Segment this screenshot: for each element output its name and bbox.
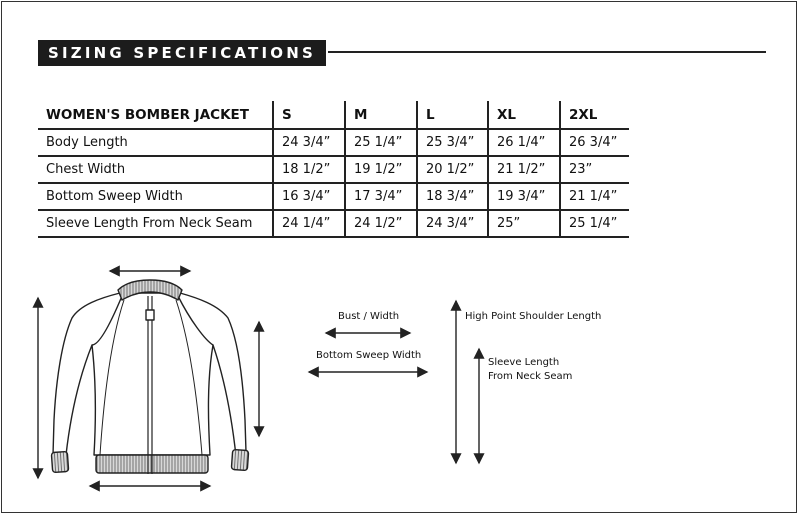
table-cell: 19 3/4” <box>488 183 560 210</box>
column-header-garment: WOMEN'S BOMBER JACKET <box>38 101 273 129</box>
legend-bottom-sweep-width: Bottom Sweep Width <box>316 350 422 361</box>
legend-sleeve-length-line2: From Neck Seam <box>488 371 573 382</box>
column-header-m: M <box>345 101 417 129</box>
table-cell: 23” <box>560 156 629 183</box>
legend-bust-width: Bust / Width <box>338 311 400 322</box>
legend-sleeve-length-line1: Sleeve Length <box>488 357 560 368</box>
table-cell: 18 3/4” <box>417 183 488 210</box>
row-label: Sleeve Length From Neck Seam <box>38 210 273 237</box>
table-cell: 25 1/4” <box>560 210 629 237</box>
row-label: Body Length <box>38 129 273 156</box>
column-header-xl: XL <box>488 101 560 129</box>
legend-high-point-shoulder-length: High Point Shoulder Length <box>465 311 602 322</box>
table-cell: 16 3/4” <box>273 183 345 210</box>
table-cell: 24 3/4” <box>273 129 345 156</box>
table-cell: 25” <box>488 210 560 237</box>
column-header-l: L <box>417 101 488 129</box>
row-label: Bottom Sweep Width <box>38 183 273 210</box>
table-cell: 25 3/4” <box>417 129 488 156</box>
table-cell: 26 3/4” <box>560 129 629 156</box>
table-cell: 26 1/4” <box>488 129 560 156</box>
bomber-jacket-icon <box>51 280 248 474</box>
table-cell: 25 1/4” <box>345 129 417 156</box>
table-cell: 18 1/2” <box>273 156 345 183</box>
section-title: SIZING SPECIFICATIONS <box>38 40 326 66</box>
table-cell: 24 1/2” <box>345 210 417 237</box>
column-header-2xl: 2XL <box>560 101 629 129</box>
table-cell: 21 1/4” <box>560 183 629 210</box>
row-label: Chest Width <box>38 156 273 183</box>
table-cell: 20 1/2” <box>417 156 488 183</box>
table-cell: 24 3/4” <box>417 210 488 237</box>
table-cell: 24 1/4” <box>273 210 345 237</box>
table-cell: 17 3/4” <box>345 183 417 210</box>
column-header-s: S <box>273 101 345 129</box>
table-cell: 19 1/2” <box>345 156 417 183</box>
table-cell: 21 1/2” <box>488 156 560 183</box>
